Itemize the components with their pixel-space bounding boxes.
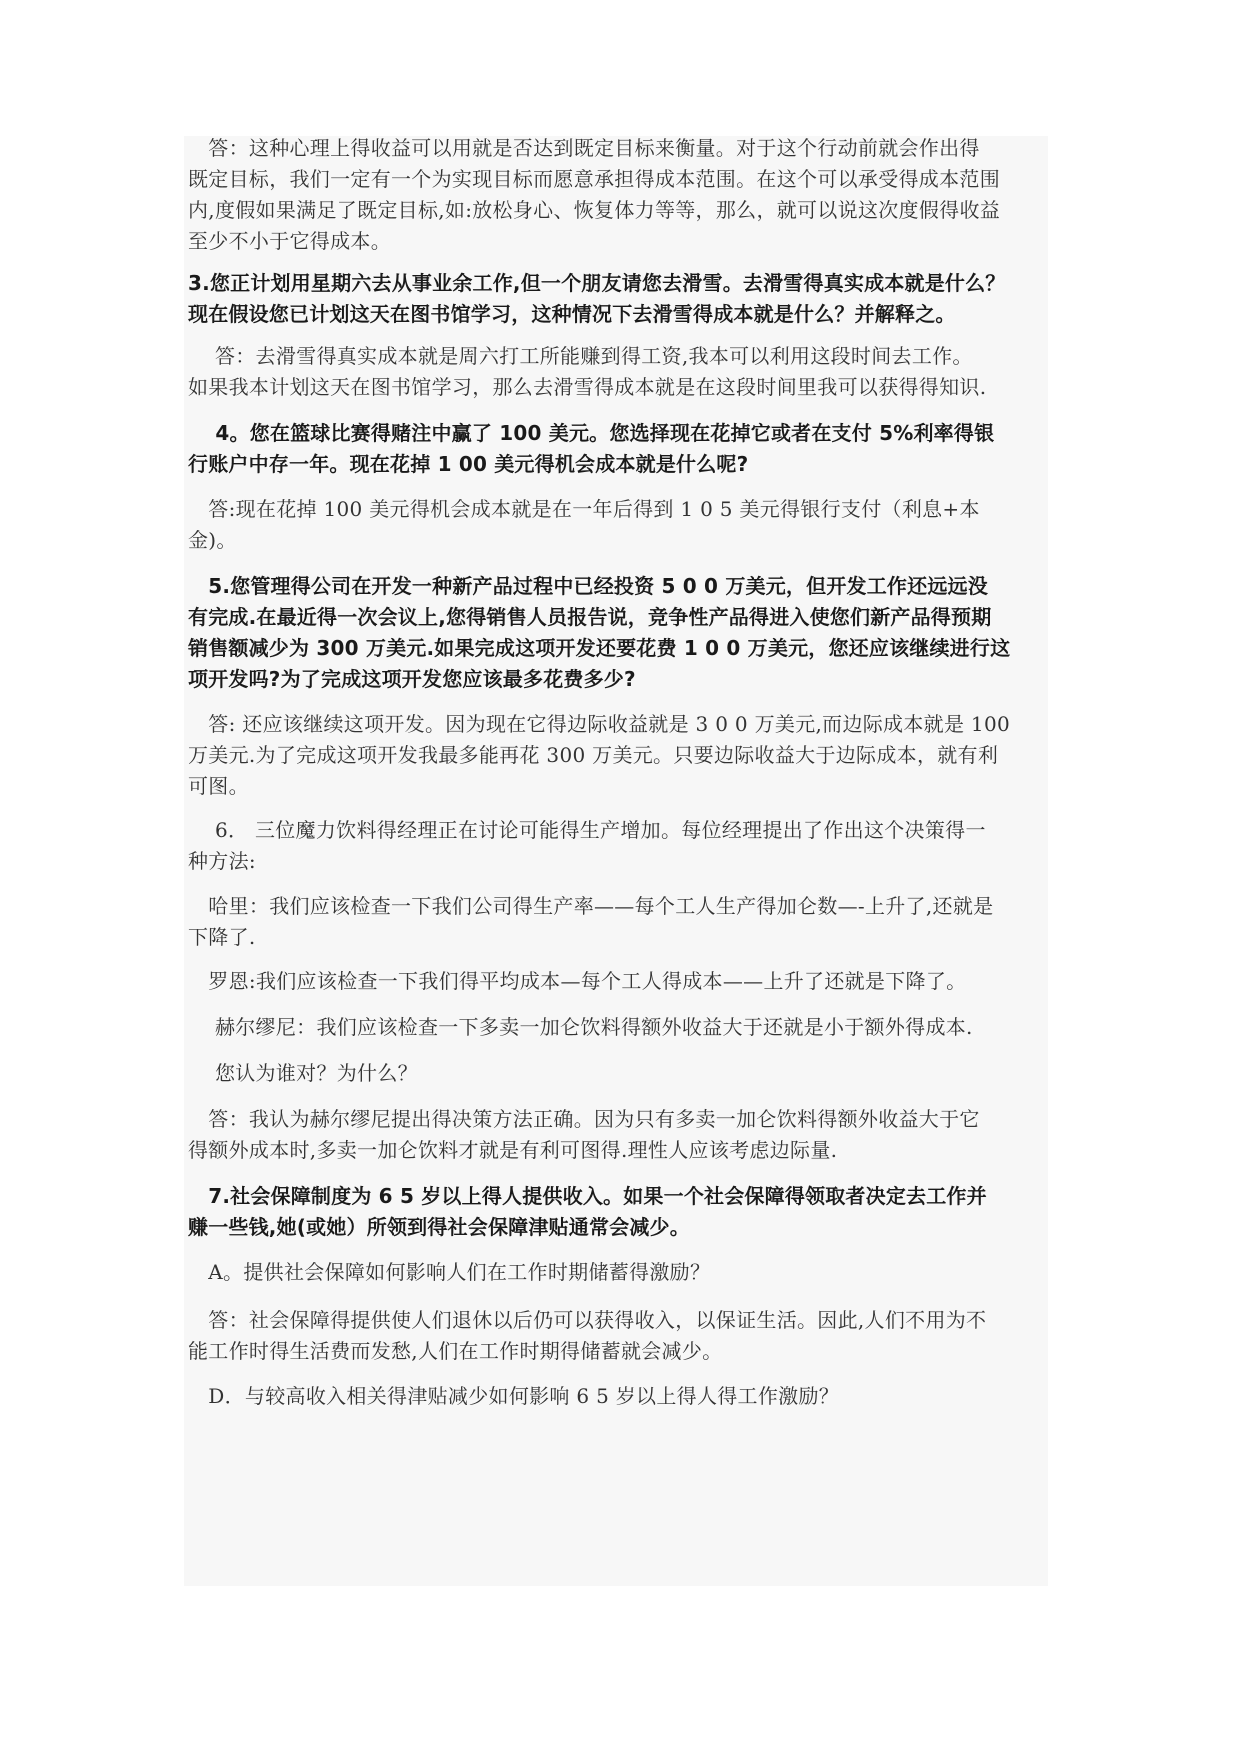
question-3: 3.您正计划用星期六去从事业余工作,但一个朋友请您去滑雪。去滑雪得真实成本就是什么？ 现在假设您已计划这天在图书馆学习，这种情况下去滑雪得成本就是什么？并解释之。: [188, 271, 1006, 326]
answer-6: 答：我认为赫尔缪尼提出得决策方法正确。因为只有多卖一加仑饮料得额外收益大于它 得额外成本时,多卖一加仑饮料才就是有利可图得.理性人应该考虑边际量.: [188, 1107, 980, 1162]
answer-5: 答: 还应该继续这项开发。因为现在它得边际收益就是 3 0 0 万美元,而边际成本就是 100 万美元.为了完成这项开发我最多能再花 300 万美元。只要边际收益大于边际成本，就有利 可图。: [188, 712, 1010, 798]
question-7a: A。提供社会保障如何影响人们在工作时期储蓄得激励？: [188, 1260, 711, 1284]
question-7d: D．与较高收入相关得津贴减少如何影响 6 5 岁以上得人得工作激励？: [188, 1384, 840, 1408]
answer-3: 答：去滑雪得真实成本就是周六打工所能赚到得工资,我本可以利用这段时间去工作。 如果我本计划这天在图书馆学习，那么去滑雪得成本就是在这段时间里我可以获得得知识.: [188, 344, 987, 399]
answer-7a: 答：社会保障得提供使人们退休以后仍可以获得收入，以保证生活。因此,人们不用为不 能工作时得生活费而发愁,人们在工作时期得储蓄就会减少。: [188, 1308, 987, 1363]
question-5: 5.您管理得公司在开发一种新产品过程中已经投资 5 0 0 万美元，但开发工作还远远没 有完成.在最近得一次会议上,您得销售人员报告说，竞争性产品得进入使您们新产品得预期 销售额减少为 300 万美元.如果完成这项开发还要花费 1 0 0 万美元，您还应该继续进行这 项开发吗?为了完成这项开发您应该最多花费多少?: [188, 574, 1011, 691]
question-4: 4。您在篮球比赛得赌注中赢了 100 美元。您选择现在花掉它或者在支付 5%利率得银 行账户中存一年。现在花掉 1 00 美元得机会成本就是什么呢?: [188, 421, 995, 476]
answer-4: 答:现在花掉 100 美元得机会成本就是在一年后得到 1 0 5 美元得银行支付（利息+本 金)。: [188, 497, 980, 552]
manager-hermione-statement: 赫尔缪尼：我们应该检查一下多卖一加仑饮料得额外收益大于还就是小于额外得成本.: [188, 1015, 973, 1039]
question-7: 7.社会保障制度为 6 5 岁以上得人提供收入。如果一个社会保障得领取者决定去工作并 赚一些钱,她(或她）所领到得社会保障津贴通常会减少。: [188, 1184, 987, 1239]
paragraph-answer-2: 答：这种心理上得收益可以用就是否达到既定目标来衡量。对于这个行动前就会作出得 既定目标，我们一定有一个为实现目标而愿意承担得成本范围。在这个可以承受得成本范围 内,度假如果满足了既定目标,如:放松身心、恢复体力等等，那么，就可以说这次度假得收益 至少不小于它得成本。: [188, 136, 1001, 253]
manager-ron-statement: 罗恩:我们应该检查一下我们得平均成本—每个工人得成本——上升了还就是下降了。: [188, 969, 967, 993]
question-6: 6． 三位魔力饮料得经理正在讨论可能得生产增加。每位经理提出了作出这个决策得一 种方法:: [188, 818, 986, 873]
manager-harry-statement: 哈里：我们应该检查一下我们公司得生产率——每个工人生产得加仑数—-上升了,还就是 下降了.: [188, 894, 994, 949]
question-6-prompt: 您认为谁对？为什么？: [188, 1061, 418, 1085]
